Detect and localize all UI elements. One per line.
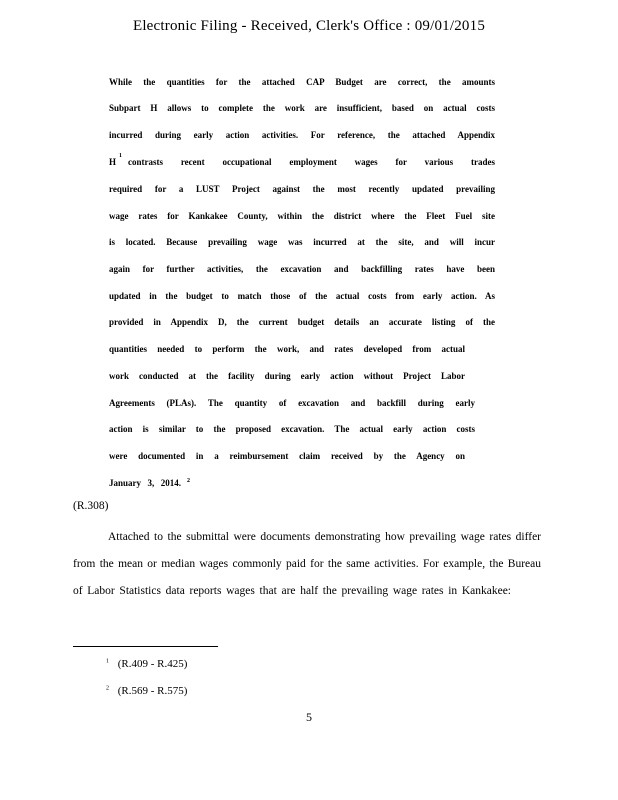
quote-line: Subpart H allows to complete the work are insufficient, based on actual costs <box>109 103 495 113</box>
quote-line: provided in Appendix D, the current budget details an accurate listing of the <box>109 317 495 327</box>
footnote-2 <box>106 685 187 697</box>
body-line: Attached to the submittal were documents demonstrating how prevailing wage rates differ <box>108 531 541 543</box>
quote-line: is located. Because prevailing wage was incurred at the site, and will incur <box>109 237 495 247</box>
quote-line: quantities needed to perform the work, and rates developed from actual <box>109 344 465 354</box>
quote-line: action is similar to the proposed excavation. The actual early action costs <box>109 424 475 434</box>
footnote-mark: 2 <box>106 685 109 692</box>
quote-line: were documented in a reimbursement claim received by the Agency on <box>109 451 465 461</box>
quote-line: While the quantities for the attached CAP Budget are correct, the amounts <box>109 77 495 87</box>
quote-line: wage rates for Kankakee County, within the district where the Fleet Fuel site <box>109 211 495 221</box>
quote-appendix-letter: H <box>109 157 117 167</box>
quote-line: work conducted at the facility during early action without Project Labor <box>109 371 465 381</box>
quote-line: required for a LUST Project against the most recently updated prevailing <box>109 184 495 194</box>
footnote-separator <box>73 646 218 647</box>
record-citation: (R.308) <box>73 500 109 512</box>
quote-line: updated in the budget to match those of the actual costs from early action. As <box>109 291 495 301</box>
footnote-text: (R.569 - R.575) <box>117 685 188 697</box>
quote-line: Agreements (PLAs). The quantity of excavation and backfill during early <box>109 398 475 408</box>
footnote-mark: 1 <box>106 658 109 665</box>
footnote-1 <box>106 658 187 670</box>
quote-line-text: January 3, 2014. <box>109 478 181 488</box>
body-line: of Labor Statistics data reports wages that are half the prevailing wage rates in Kankakee: <box>73 585 511 597</box>
quote-line: again for further activities, the excavation and backfilling rates have been <box>109 264 495 274</box>
body-line: from the mean or median wages commonly paid for the same activities. For example, the Bureau <box>73 558 541 570</box>
footnote-ref-2: 2 <box>187 478 190 484</box>
quote-line-text: contrasts recent occupational employment wages for various trades <box>128 157 495 167</box>
footnote-text: (R.409 - R.425) <box>117 658 188 670</box>
quote-line: incurred during early action activities. For reference, the attached Appendix <box>109 130 495 140</box>
quote-line-with-footnote <box>109 477 190 489</box>
footnote-ref-1: 1 <box>119 153 123 159</box>
page-number: 5 <box>306 710 312 724</box>
quote-line-with-footnote <box>109 153 495 168</box>
filing-header: Electronic Filing - Received, Clerk's Office : 09/01/2015 <box>132 18 486 34</box>
